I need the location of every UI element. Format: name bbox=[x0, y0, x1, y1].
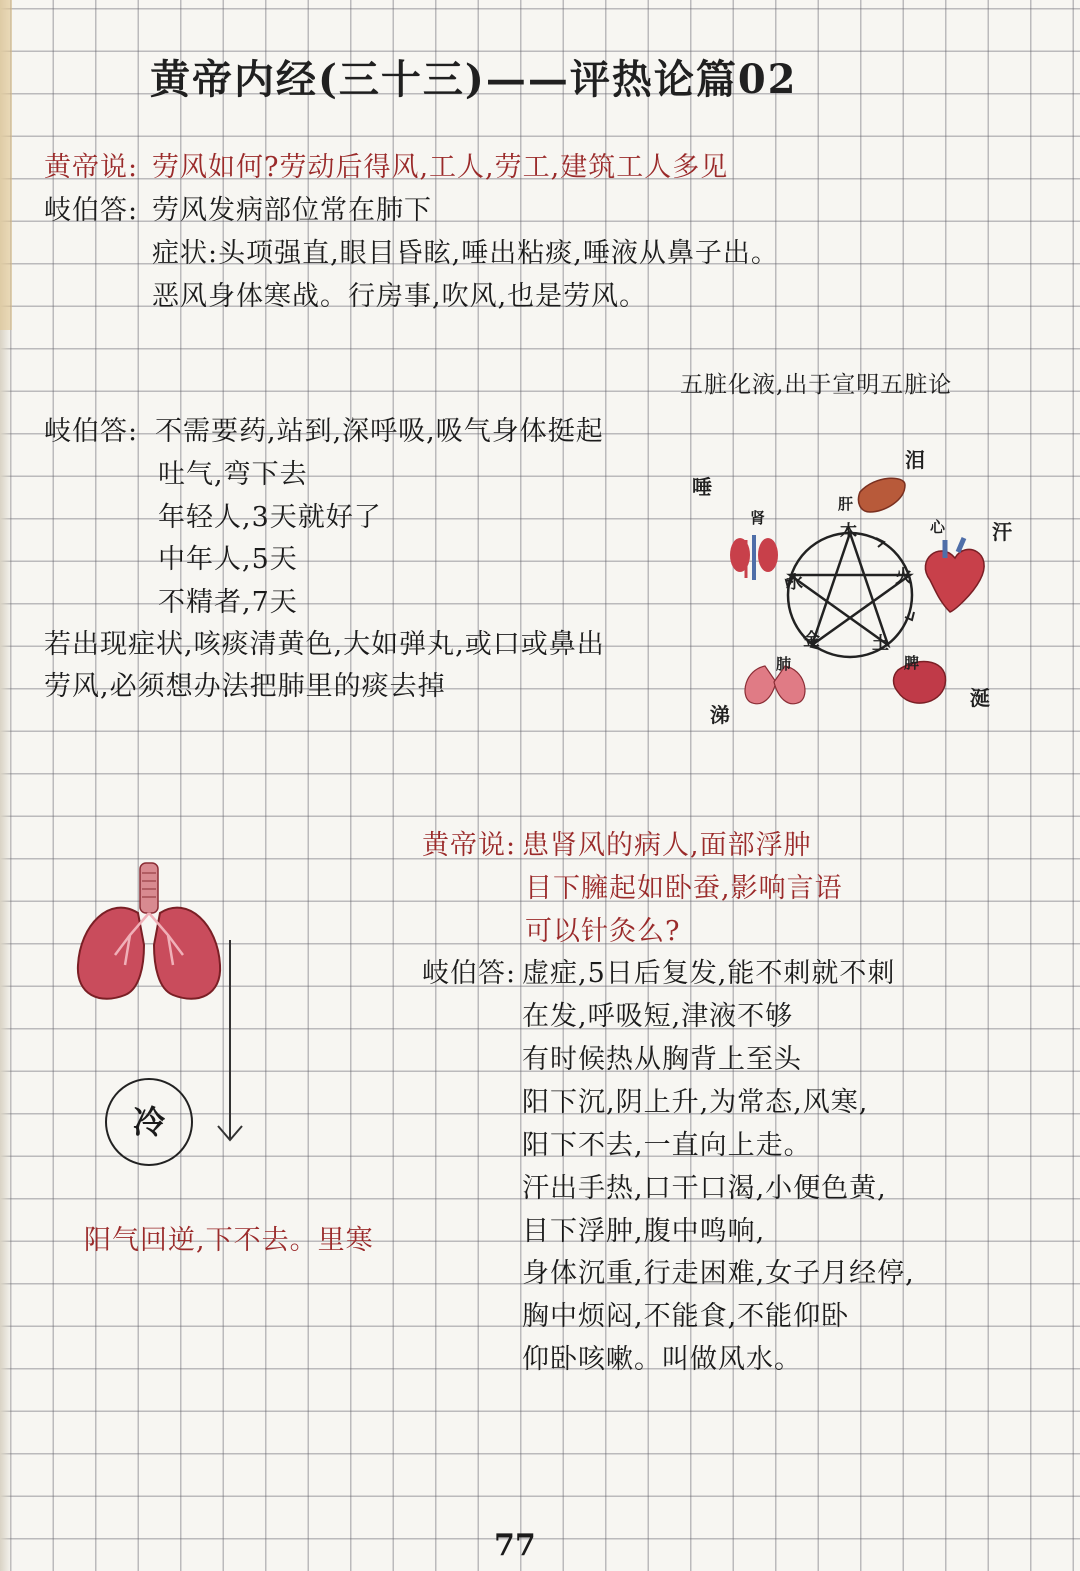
s3-question-line: 目下臃起如卧蚕,影响言语 bbox=[525, 873, 843, 904]
s1-symptoms-line: 症状:头项强直,眼目昏眩,唾出粘痰,唾液从鼻子出。 bbox=[152, 238, 779, 269]
s1-answer-text: 劳风发病部位常在肺下 bbox=[152, 195, 432, 226]
s3-speaker-qibo: 岐伯答: bbox=[422, 958, 517, 989]
s2-line: 不需要药,站到,深呼吸,吸气身体挺起 bbox=[155, 416, 604, 447]
s2-line: 吐气,弯下去 bbox=[158, 459, 308, 490]
s2-speaker-qibo: 岐伯答: bbox=[44, 416, 139, 447]
left-caption: 阳气回逆,下不去。里寒 bbox=[84, 1225, 374, 1256]
s2-line-7: 劳风,必须想办法把肺里的痰去掉 bbox=[44, 671, 446, 702]
s3-answer-line: 虚症,5日后复发,能不刺就不刺 bbox=[522, 958, 896, 989]
page-number: 77 bbox=[494, 1528, 536, 1563]
organ-label-lung: 肺 bbox=[776, 655, 792, 673]
s3-question-line: 患肾风的病人,面部浮肿 bbox=[522, 830, 812, 861]
diagram-caption: 五脏化液,出于宣明五脏论 bbox=[680, 372, 953, 398]
s1-question-text: 劳风如何?劳动后得风,工人,劳工,建筑工人多见 bbox=[152, 152, 729, 183]
notebook-tab-mark bbox=[0, 0, 12, 330]
s3-answer-line: 仰卧咳嗽。叫做风水。 bbox=[522, 1344, 802, 1375]
fluid-label-tears: 泪 bbox=[905, 448, 925, 472]
element-label-water: 水 bbox=[786, 573, 803, 593]
left-lung-icon bbox=[78, 908, 144, 999]
s3-answer-line: 汗出手热,口干口渴,小便色黄, bbox=[522, 1173, 887, 1204]
fluid-label-snot: 涕 bbox=[710, 703, 730, 727]
s2-line-6: 若出现症状,咳痰清黄色,大如弹丸,或口或鼻出 bbox=[44, 629, 605, 660]
fluid-label-drool: 涎 bbox=[970, 686, 990, 710]
trachea-icon bbox=[140, 863, 158, 913]
s3-question-line: 可以针灸么? bbox=[525, 916, 681, 947]
s3-answer-line: 在发,呼吸短,津液不够 bbox=[522, 1001, 794, 1032]
s2-line: 不精者,7天 bbox=[158, 587, 298, 618]
organ-label-heart: 心 bbox=[930, 518, 946, 536]
down-arrow-icon bbox=[210, 940, 250, 1150]
liver-icon bbox=[858, 478, 905, 512]
s1-speaker-qibo: 岐伯答: bbox=[44, 195, 139, 226]
five-organs-diagram bbox=[700, 430, 1060, 750]
s3-answer-line: 阳下不去,一直向上走。 bbox=[522, 1130, 812, 1161]
cold-circle-label: 冷 bbox=[105, 1078, 193, 1166]
lung-icon bbox=[745, 666, 805, 704]
organ-label-spleen: 脾 bbox=[904, 654, 920, 672]
spleen-icon bbox=[894, 662, 946, 704]
s3-answer-line: 目下浮肿,腹中鸣响, bbox=[522, 1216, 766, 1247]
fluid-label-spit: 唾 bbox=[692, 475, 712, 499]
s1-symptoms-line-2: 恶风身体寒战。行房事,吹风,也是劳风。 bbox=[152, 281, 648, 312]
s3-speaker-huangdi: 黄帝说: bbox=[422, 830, 517, 861]
fluid-label-sweat: 汗 bbox=[992, 520, 1012, 544]
s3-answer-line: 胸中烦闷,不能食,不能仰卧 bbox=[522, 1301, 850, 1332]
page-title: 黄帝内经(三十三)——评热论篇02 bbox=[150, 56, 798, 103]
s3-answer-line: 有时候热从胸背上至头 bbox=[522, 1044, 802, 1075]
s3-answer-line: 身体沉重,行走困难,女子月经停, bbox=[522, 1258, 915, 1289]
element-label-fire: 火 bbox=[895, 567, 912, 587]
s1-speaker-huangdi: 黄帝说: bbox=[44, 152, 139, 183]
element-label-earth: 土 bbox=[872, 634, 889, 654]
s2-line: 年轻人,3天就好了 bbox=[158, 502, 382, 533]
organ-label-liver: 肝 bbox=[838, 495, 854, 513]
kidney-icon bbox=[730, 535, 778, 580]
s2-line: 中年人,5天 bbox=[158, 544, 298, 575]
heart-icon bbox=[925, 538, 984, 612]
element-label-metal: 金 bbox=[803, 630, 820, 650]
element-label-wood: 木 bbox=[840, 522, 857, 542]
lungs-illustration bbox=[70, 855, 230, 1015]
s3-answer-line: 阳下沉,阴上升,为常态,风寒, bbox=[522, 1087, 869, 1118]
organ-label-kidney: 肾 bbox=[750, 509, 766, 527]
